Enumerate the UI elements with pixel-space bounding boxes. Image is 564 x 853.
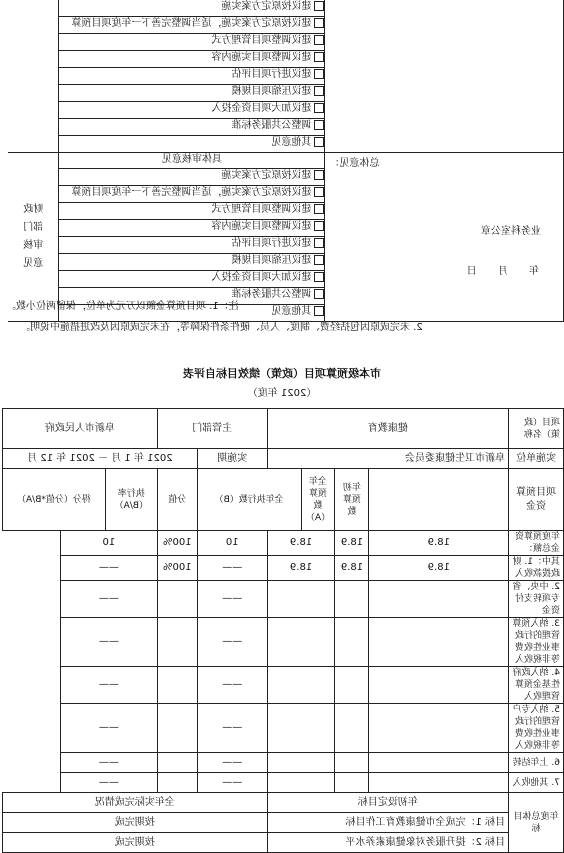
finance-overall-label: 总体意见： <box>329 158 380 169</box>
checkbox-icon[interactable] <box>314 238 324 248</box>
note-1: 注：1. 项目预算金额以万元为单位，保留两位小数。 <box>6 301 239 312</box>
office-seal-label: 业务科室公章 <box>481 226 541 237</box>
col-header: 全年预算数（A） <box>301 469 335 531</box>
fund-value: —— <box>60 753 157 773</box>
fund-value <box>335 753 369 773</box>
fund-value: —— <box>60 556 157 581</box>
fund-value: —— <box>60 667 157 704</box>
fund-row-label: 4. 纳入政府性基金预算管理收入 <box>509 667 564 704</box>
finance-detail-header: 具体审核意见 <box>59 153 324 169</box>
opinion-option[interactable] <box>59 169 324 186</box>
checkbox-icon[interactable] <box>314 306 324 316</box>
funds-label: 项目预算资金 <box>509 469 564 531</box>
fund-row-label: 其中：1. 财政拨款收入 <box>509 556 564 581</box>
project-label: 项目（政策）名称 <box>509 409 564 449</box>
col-header: 全年执行数（B） <box>197 469 301 531</box>
fund-value: —— <box>60 618 157 667</box>
fund-value: —— <box>60 704 157 753</box>
option-label: 建议调整项目实施内容 <box>211 52 312 63</box>
checkbox-icon[interactable] <box>314 204 324 214</box>
fund-value <box>369 667 509 704</box>
option-label: 建议进行项目评估 <box>231 69 312 80</box>
upper-blank-cell <box>325 0 564 153</box>
fund-value <box>335 618 369 667</box>
fund-row <box>3 581 564 618</box>
fund-value <box>267 704 335 753</box>
col-header: 执行率（B/A） <box>105 469 157 531</box>
options-block-1 <box>59 0 325 153</box>
goal-actual: 按期完成 <box>3 833 268 853</box>
opinion-option[interactable] <box>59 68 324 85</box>
option-label: 建议压缩项目规模 <box>231 255 312 266</box>
opinion-option[interactable] <box>59 136 324 152</box>
option-label: 建议加大项目资金投入 <box>211 272 312 283</box>
fund-value: —— <box>197 773 267 793</box>
fund-row-label: 6. 上年结转 <box>509 753 564 773</box>
option-label: 调整公共服务标准 <box>231 289 312 300</box>
fund-row <box>3 704 564 753</box>
fund-value <box>369 773 509 793</box>
fund-value: —— <box>60 581 157 618</box>
fund-row <box>3 618 564 667</box>
goal-actual-header: 全年实际完成情况 <box>3 793 268 813</box>
opinion-option[interactable] <box>59 85 324 102</box>
fund-value <box>157 618 197 667</box>
impl-unit: 阜新市卫生健康委员会 <box>267 449 508 469</box>
checkbox-icon[interactable] <box>314 187 324 197</box>
option-label: 建议调整项目管理方式 <box>211 204 312 215</box>
fund-value: 18.9 <box>267 531 335 556</box>
fund-value <box>157 581 197 618</box>
opinion-option[interactable] <box>59 254 324 271</box>
opinion-option[interactable] <box>59 119 324 136</box>
impl-unit-label: 实施单位 <box>509 449 564 469</box>
opinion-option[interactable] <box>59 34 324 51</box>
fund-value: 18.9 <box>335 556 369 581</box>
col-header: 得分（分值*B/A） <box>3 469 106 531</box>
fund-row <box>3 753 564 773</box>
fund-value <box>157 667 197 704</box>
fund-value <box>335 773 369 793</box>
goal-plan-header: 年初设定目标 <box>267 793 508 813</box>
option-label: 建议调整项目管理方式 <box>211 35 312 46</box>
goal-target: 目标 2：提升服务对象健康素养水平 <box>267 833 508 853</box>
fund-value: 18.9 <box>369 556 509 581</box>
opinion-option[interactable] <box>59 237 324 254</box>
checkbox-icon[interactable] <box>314 1 324 11</box>
opinion-option[interactable] <box>59 186 324 203</box>
fund-value: —— <box>197 556 267 581</box>
fund-value: —— <box>197 704 267 753</box>
project-name: 健康教育 <box>267 409 508 449</box>
fund-value: 10 <box>197 531 267 556</box>
fund-value <box>267 618 335 667</box>
fund-value <box>369 704 509 753</box>
checkbox-icon[interactable] <box>314 170 324 180</box>
fund-value <box>335 581 369 618</box>
option-label: 调整公共服务标准 <box>231 120 312 131</box>
fund-value: —— <box>197 667 267 704</box>
impl-period: 2021 年 1 月 － 2021 年 12 月 <box>3 449 198 469</box>
evaluation-form <box>2 408 564 853</box>
finance-seal-cell <box>325 153 564 322</box>
checkbox-icon[interactable] <box>314 69 324 79</box>
note-2: 2. 未完成原因包括经费、制度、人员、硬件条件保障等，在未完成原因及改进措施中说明。 <box>20 322 423 333</box>
fund-row-label: 7. 其他收入 <box>509 773 564 793</box>
fund-row <box>3 556 564 581</box>
fund-value <box>335 667 369 704</box>
dept-name: 阜新市人民政府 <box>3 409 158 449</box>
fund-value <box>157 753 197 773</box>
review-table <box>8 0 564 322</box>
option-label: 建议加大项目资金投入 <box>211 103 312 114</box>
opinion-option[interactable] <box>59 0 324 17</box>
fund-value <box>157 704 197 753</box>
fund-value: 18.9 <box>267 556 335 581</box>
fund-value: 10 <box>60 531 157 556</box>
fund-value: —— <box>197 618 267 667</box>
col-header: 分值 <box>157 469 197 531</box>
col-header: 年初预算数 <box>335 469 369 531</box>
option-label: 其他意见 <box>271 306 312 317</box>
dept-label: 主管部门 <box>157 409 267 449</box>
goal-label: 年度总体目标 <box>509 793 564 853</box>
opinion-option[interactable] <box>59 220 324 237</box>
fund-value: 100% <box>157 531 197 556</box>
opinion-option[interactable] <box>59 271 324 288</box>
option-label: 建议进行项目评估 <box>231 238 312 249</box>
checkbox-icon[interactable] <box>314 120 324 130</box>
fund-value: —— <box>197 581 267 618</box>
checkbox-icon[interactable] <box>314 86 324 96</box>
checkbox-icon[interactable] <box>314 18 324 28</box>
goal-target: 目标 1：完成全市健康教育工作目标 <box>267 813 508 833</box>
opinion-option[interactable] <box>59 203 324 220</box>
fund-value <box>157 773 197 793</box>
fund-value <box>267 581 335 618</box>
form-year: （2021 年度） <box>247 388 317 399</box>
checkbox-icon[interactable] <box>314 289 324 299</box>
option-label: 建议按原定方案实施 <box>221 1 312 12</box>
upper-right-blank <box>8 0 59 153</box>
fund-row-label: 5. 纳入专户管理的行政事业性收费等非税收入 <box>509 704 564 753</box>
fund-row-label: 2. 中央、省专项转支付资金 <box>509 581 564 618</box>
funds-blank <box>369 469 509 531</box>
fund-row <box>3 531 564 556</box>
option-label: 建议按原定方案实施，适当调整完善下一年度项目预算 <box>71 18 312 29</box>
checkbox-icon[interactable] <box>314 255 324 265</box>
fund-row <box>3 667 564 704</box>
fund-value <box>369 618 509 667</box>
fund-value <box>267 753 335 773</box>
option-label: 建议调整项目实施内容 <box>211 221 312 232</box>
fund-value <box>267 773 335 793</box>
fund-value: —— <box>60 773 157 793</box>
fund-row <box>3 773 564 793</box>
checkbox-icon[interactable] <box>314 272 324 282</box>
fund-value: 18.9 <box>335 531 369 556</box>
fund-value <box>335 704 369 753</box>
opinion-option[interactable] <box>59 102 324 119</box>
option-label: 建议按原定方案实施，适当调整完善下一年度项目预算 <box>71 187 312 198</box>
form-title: 市本级预算项目（政策）绩效目标自评表 <box>183 367 381 380</box>
option-label: 建议按原定方案实施 <box>221 170 312 181</box>
fund-value: 18.9 <box>369 531 509 556</box>
fund-value: 100% <box>157 556 197 581</box>
finance-dept-label: 财政部门审核意见 <box>8 153 59 322</box>
fund-row-label: 年度预算资金总额： <box>509 531 564 556</box>
impl-period-label: 实施期 <box>197 449 267 469</box>
checkbox-icon[interactable] <box>314 137 324 147</box>
fund-row-label: 3. 纳入预算管理的行政事业性收费等非税收入 <box>509 618 564 667</box>
fund-value <box>267 667 335 704</box>
option-label: 建议压缩项目规模 <box>231 86 312 97</box>
goal-actual: 按期完成 <box>3 813 268 833</box>
opinion-option[interactable] <box>59 17 324 34</box>
checkbox-icon[interactable] <box>314 221 324 231</box>
option-label: 其他意见 <box>271 137 312 148</box>
fund-value <box>369 753 509 773</box>
checkbox-icon[interactable] <box>314 103 324 113</box>
opinion-option[interactable] <box>59 51 324 68</box>
date-line: 年 月 日 <box>466 266 539 277</box>
fund-value: —— <box>197 753 267 773</box>
fund-value <box>369 581 509 618</box>
checkbox-icon[interactable] <box>314 52 324 62</box>
checkbox-icon[interactable] <box>314 35 324 45</box>
